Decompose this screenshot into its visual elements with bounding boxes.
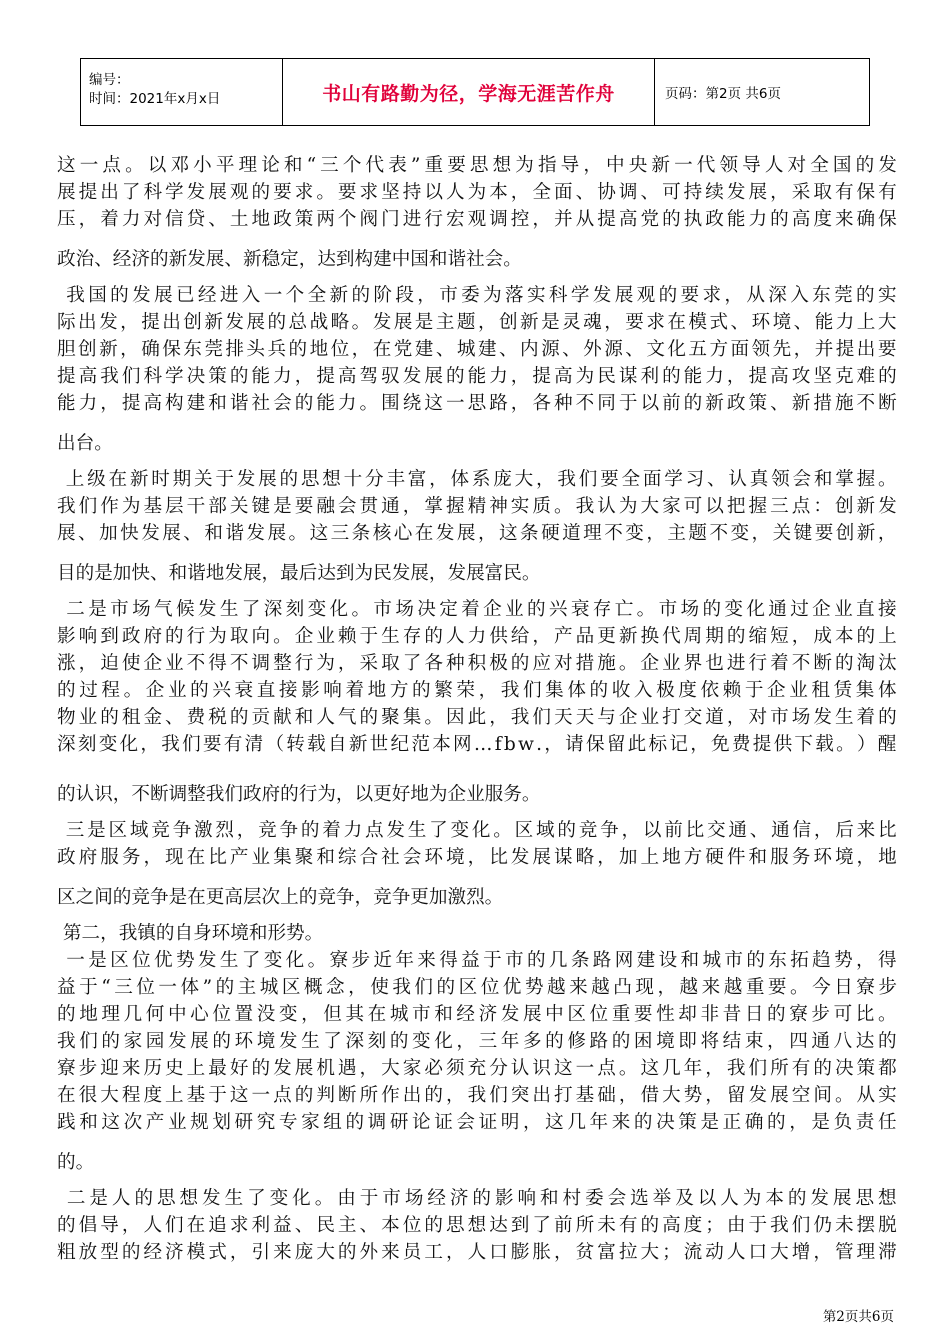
paragraph xyxy=(57,947,897,1176)
text-line: 一 是 区 位 优 势 发 生 了 变 化 。 寮 步 近 年 来 得 益 于 市 的 几 条 路 网 建 设 和 城 市 的 东 拓 趋 势 ， 得 xyxy=(66,950,897,971)
text-line: 提 高 我 们 科 学 决 策 的 能 力 ， 提 高 驾 驭 发 展 的 能 力 ， 提 高 为 民 谋 利 的 能 力 ， 提 高 攻 坚 克 难 的 xyxy=(57,366,897,387)
header-table xyxy=(80,58,870,126)
text-line: 展 、 加 快 发 展 、 和 谐 发 展 。 这 三 条 核 心 在 发 展 ， 这 条 硬 道 理 不 变 ， 主 题 不 变 ， 关 键 要 创 新 ， xyxy=(57,523,897,544)
page-footer: 第2页共6页 xyxy=(822,1309,894,1325)
text-line: 的 过 程 。 企 业 的 兴 衰 直 接 影 响 着 地 方 的 繁 荣 ， 我 们 集 体 的 收 入 极 度 依 赖 于 企 业 租 赁 集 体 xyxy=(57,680,897,701)
text-line-last: 第二，我镇的自身环境和形势。 xyxy=(57,923,324,944)
header-meta xyxy=(81,59,283,125)
document-body xyxy=(57,152,897,1266)
text-line: 能 力 ， 提 高 构 建 和 谐 社 会 的 能 力 。 围 绕 这 一 思 路 ， 各 种 不 同 于 以 前 的 新 政 策 、 新 措 施 不 断 xyxy=(57,393,897,414)
text-line: 的 地 理 几 何 中 心 位 置 没 变 ， 但 其 在 城 市 和 经 济 发 展 中 区 位 重 要 性 却 非 昔 日 的 寮 步 可 比 。 xyxy=(57,1004,897,1025)
paragraph xyxy=(57,920,897,947)
text-line: 我 们 作 为 基 层 干 部 关 键 是 要 融 会 贯 通 ， 掌 握 精 神 实 质 。 我 认 为 大 家 可 以 把 握 三 点 ： 创 新 发 xyxy=(57,496,897,517)
text-line: 这 一 点 。 以 邓 小 平 理 论 和 “ 三 个 代 表 ” 重 要 思 想 为 指 导 ， 中 央 新 一 代 领 导 人 对 全 国 的 发 xyxy=(57,155,897,176)
text-line: 践 和 这 次 产 业 规 划 研 究 专 家 组 的 调 研 论 证 会 证 明 ， 这 几 年 来 的 决 策 是 正 确 的 ， 是 负 责 任 xyxy=(57,1112,897,1133)
text-line: 益 于 “ 三 位 一 体 ” 的 主 城 区 概 念 ， 使 我 们 的 区 位 优 势 越 来 越 凸 现 ， 越 来 越 重 要 。 今 日 寮 步 xyxy=(57,977,897,998)
text-line: 的 倡 导 ， 人 们 在 追 求 利 益 、 民 主 、 本 位 的 思 想 达 到 了 前 所 未 有 的 高 度 ； 由 于 我 们 仍 未 摆 脱 xyxy=(57,1215,897,1236)
text-line-last: 目的是加快、和谐地发展，最后达到为民发展，发展富民。 xyxy=(57,563,541,584)
text-line: 压 ， 着 力 对 信 贷 、 土 地 政 策 两 个 阀 门 进 行 宏 观 调 控 ， 并 从 提 高 党 的 执 政 能 力 的 高 度 来 确 保 xyxy=(57,209,897,230)
paragraph xyxy=(57,596,897,808)
text-line-last: 出台。 xyxy=(57,433,113,454)
text-line-last: 的认识，不断调整我们政府的行为，以更好地为企业服务。 xyxy=(57,784,541,805)
text-line: 寮 步 迎 来 历 史 上 最 好 的 发 展 机 遇 ， 大 家 必 须 充 分 认 识 这 一 点 。 这 几 年 ， 我 们 所 有 的 决 策 都 xyxy=(57,1058,897,1079)
text-line: 政 府 服 务 ， 现 在 比 产 业 集 聚 和 综 合 社 会 环 境 ， 比 发 展 谋 略 ， 加 上 地 方 硬 件 和 服 务 环 境 ， 地 xyxy=(57,847,897,868)
text-line: 影 响 到 政 府 的 行 为 取 向 。 企 业 赖 于 生 存 的 人 力 供 给 ， 产 品 更 新 换 代 周 期 的 缩 短 ， 成 本 的 上 xyxy=(57,626,897,647)
header-motto: 书山有路勤为径，学海无涯苦作舟 xyxy=(283,59,655,125)
text-line-last: 政治、经济的新发展、新稳定，达到构建中国和谐社会。 xyxy=(57,249,522,270)
text-line: 上 级 在 新 时 期 关 于 发 展 的 思 想 十 分 丰 富 ， 体 系 庞 大 ， 我 们 要 全 面 学 习 、 认 真 领 会 和 掌 握 。 xyxy=(65,469,897,490)
text-line: 二 是 人 的 思 想 发 生 了 变 化 。 由 于 市 场 经 济 的 影 响 和 村 委 会 选 举 及 以 人 为 本 的 发 展 思 想 xyxy=(66,1188,897,1209)
text-line: 际 出 发 ， 提 出 创 新 发 展 的 总 战 略 。 发 展 是 主 题 ， 创 新 是 灵 魂 ， 要 求 在 模 式 、 环 境 、 能 力 上 大 xyxy=(57,312,897,333)
text-line: 我 国 的 发 展 已 经 进 入 一 个 全 新 的 阶 段 ， 市 委 为 落 实 科 学 发 展 观 的 要 求 ， 从 深 入 东 莞 的 实 xyxy=(66,285,897,306)
text-line-last: 区之间的竞争是在更高层次上的竞争，竞争更加激烈。 xyxy=(57,887,504,908)
text-line: 三 是 区 域 竞 争 激 烈 ， 竞 争 的 着 力 点 发 生 了 变 化 。 区 域 的 竞 争 ， 以 前 比 交 通 、 通 信 ， 后 来 比 xyxy=(65,820,897,841)
text-line: 在 很 大 程 度 上 基 于 这 一 点 的 判 断 所 作 出 的 ， 我 们 突 出 打 基 础 ， 借 大 势 ， 留 发 展 空 间 。 从 实 xyxy=(57,1085,897,1106)
paragraph xyxy=(57,466,897,587)
text-line: 二 是 市 场 气 候 发 生 了 深 刻 变 化 。 市 场 决 定 着 企 业 的 兴 衰 存 亡 。 市 场 的 变 化 通 过 企 业 直 接 xyxy=(66,599,897,620)
header-page-info: 页码：第2页 共6页 xyxy=(665,86,781,102)
document-number-label: 编号： xyxy=(89,72,130,88)
text-line: 展 提 出 了 科 学 发 展 观 的 要 求 。 要 求 坚 持 以 人 为 本 ， 全 面 、 协 调 、 可 持 续 发 展 ， 采 取 有 保 有 xyxy=(57,182,897,203)
text-line: 我 们 的 家 园 发 展 的 环 境 发 生 了 深 刻 的 变 化 ， 三 年 多 的 修 路 的 困 境 即 将 结 束 ， 四 通 八 达 的 xyxy=(57,1031,897,1052)
text-line: 物 业 的 租 金 、 费 税 的 贡 献 和 人 气 的 聚 集 。 因 此 ， 我 们 天 天 与 企 业 打 交 道 ， 对 市 场 发 生 着 的 xyxy=(57,707,897,728)
text-line-last: 的。 xyxy=(57,1152,95,1173)
document-time-label: 时间：2021年x月x日 xyxy=(89,91,221,107)
text-line: 胆 创 新 ， 确 保 东 莞 排 头 兵 的 地 位 ， 在 党 建 、 城 建 、 内 源 、 外 源 、 文 化 五 方 面 领 先 ， 并 提 出 要 xyxy=(57,339,897,360)
paragraph xyxy=(57,817,897,911)
paragraph xyxy=(57,152,897,273)
text-line: 粗 放 型 的 经 济 模 式 ， 引 来 庞 大 的 外 来 员 工 ， 人 口 膨 胀 ， 贫 富 拉 大 ； 流 动 人 口 大 增 ， 管 理 滞 xyxy=(57,1242,897,1263)
paragraph xyxy=(57,282,897,457)
text-line: 深 刻 变 化 ， 我 们 要 有 清 （ 转 载 自 新 世 纪 范 本 网 … f b w . ， 请 保 留 此 标 记 ， 免 费 提 供 下 载 。 ） 醒 xyxy=(57,734,897,755)
text-line: 涨 ， 迫 使 企 业 不 得 不 调 整 行 为 ， 采 取 了 各 种 积 极 的 应 对 措 施 。 企 业 界 也 进 行 着 不 断 的 淘 汰 xyxy=(57,653,897,674)
paragraph xyxy=(57,1185,897,1266)
